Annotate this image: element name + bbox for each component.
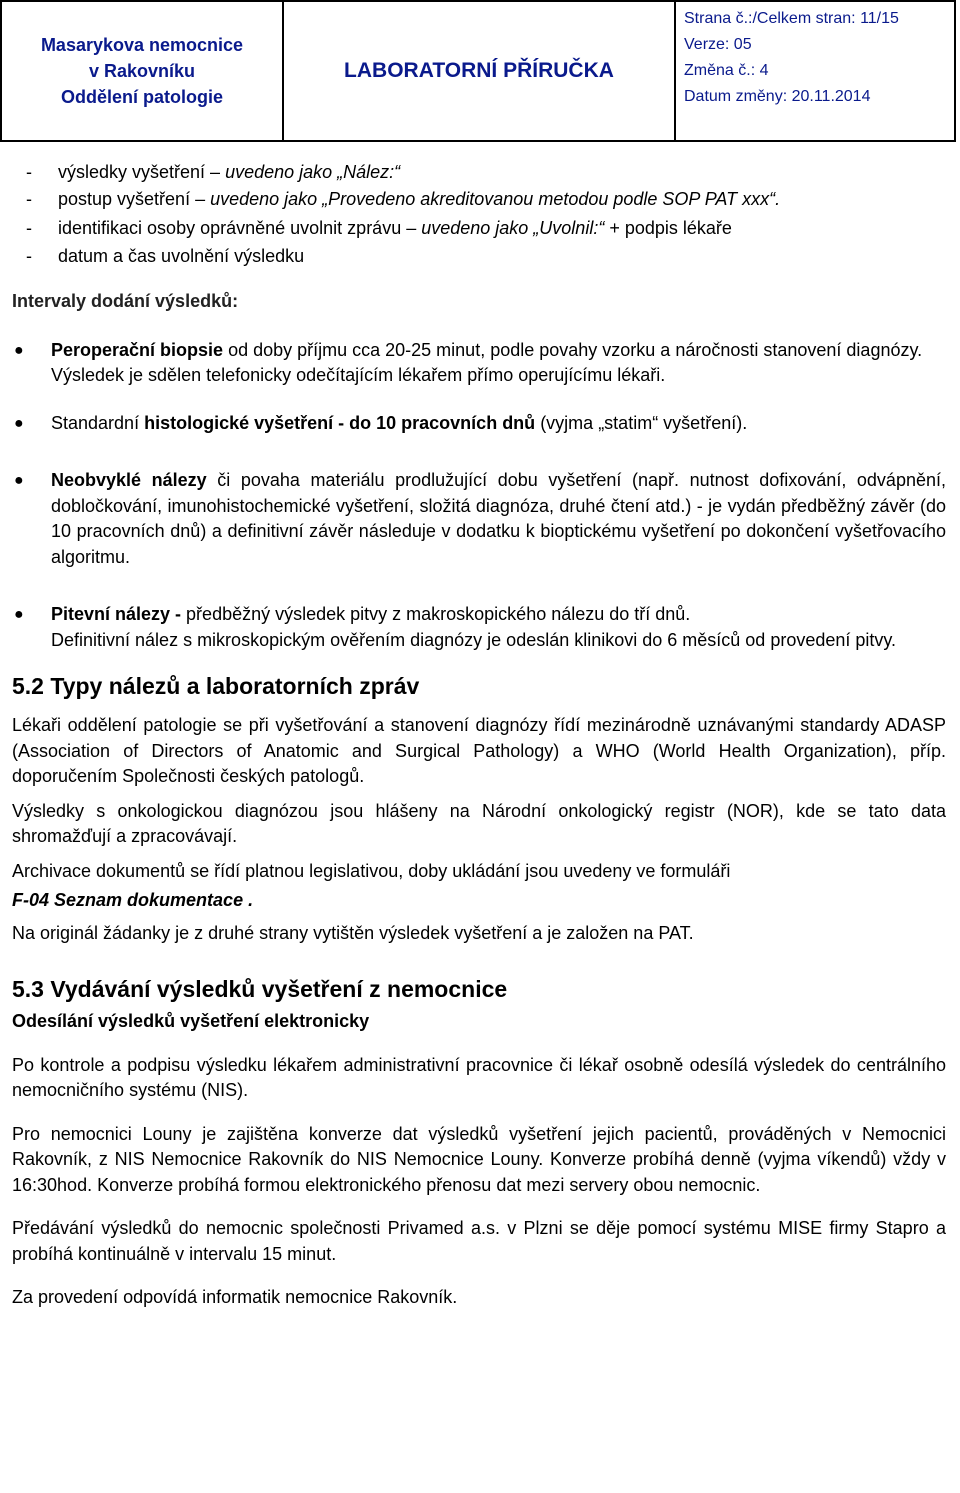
bullet-icon: ● [14,472,24,489]
list-item: - datum a čas uvolnění výsledku [26,245,305,266]
paragraph: Na originál žádanky je z druhé strany vytištěn výsledek vyšetření a je založen na PAT. [12,922,694,943]
paragraph: Po kontrole a podpisu výsledku lékařem administrativní pracovnice či lékař osobně odesílá výsledek do centrálního nemocničního systému (NIS). [12,1054,946,1100]
page-number: Strana č.:/Celkem stran: 11/15 [684,10,899,27]
list-item: ● Standardní histologické vyšetření - do 10 pracovních dnů (vyjma „statim“ vyšetření). [12,411,946,437]
organization-block [2,2,284,140]
section-heading: 5.2 Typy nálezů a laboratorních zpráv [12,673,420,699]
page-header [0,0,956,142]
bullet-icon: ● [14,606,24,623]
version: Verze: 05 [684,36,752,53]
paragraph: Za provedení odpovídá informatik nemocnice Rakovník. [12,1287,458,1307]
list-item: - postup vyšetření – uvedeno jako „Provedeno akreditovanou metodou podle SOP PAT xxx“. [26,188,781,209]
org-name: Masarykova nemocnice [40,35,244,55]
bullet-icon: ● [14,341,24,359]
intervals-heading: Intervaly dodání výsledků: [12,291,239,311]
list-item: ● Neobvyklé nálezy či povaha materiálu prodlužující dobu vyšetření (např. nutnost dofixování, odvápnění, dobločkování, imunohistochemické vyšetření, složitá diagnóza, druhé čtení atd.) - je vydán předběžný závěr (do 10 pracovních dnů) a definitivní závěr následuje v dodatku k bioptickému vyšetření po dokončení vyšetřovacího algoritmu. [12,468,946,570]
change-number: Změna č.: 4 [684,62,769,79]
org-department: Oddělení patologie [60,87,223,107]
document-title: LABORATORNÍ PŘÍRUČKA [284,2,676,140]
paragraph: Archivace dokumentů se řídí platnou legislativou, doby ukládání jsou uvedeny ve formuláři [12,860,731,881]
bullet-icon: ● [14,414,24,432]
list-item: ● Peroperační biopsie od doby příjmu cca 20-25 minut, podle povahy vzorku a náročnosti stanovení diagnózy. Výsledek je sdělen telefonicky odečítajícím lékařem přímo operujícímu lékaři. [12,338,946,389]
org-city: v Rakovníku [88,61,196,81]
paragraph: Výsledky s onkologickou diagnózou jsou hlášeny na Národní onkologický registr (NOR), kde se tato data shromažďují a zpracovávají. [12,800,946,846]
document-meta [676,2,954,140]
list-item: ● Pitevní nálezy - předběžný výsledek pitvy z makroskopického nálezu do tří dnů. Definitivní nález s mikroskopickým ověřením diagnózy je odeslán klinikovi do 6 měsíců od provedení pitvy. [12,602,946,653]
document-body [12,160,946,1311]
form-reference: F-04 Seznam dokumentace . [12,890,254,910]
list-item: - výsledky vyšetření – uvedeno jako „Nález:“ [26,162,401,182]
list-item: - identifikaci osoby oprávněné uvolnit zprávu – uvedeno jako „Uvolnil:“ + podpis lékaře [26,218,732,238]
section-heading: 5.3 Vydávání výsledků vyšetření z nemocnice [12,976,508,1002]
paragraph: Pro nemocnici Louny je zajištěna konverze dat výsledků vyšetření jejich pacientů, prováděných v Nemocnici Rakovník, z NIS Nemocnice Rakovník do NIS Nemocnice Louny. Konverze probíhá denně (vyjma víkendů) vždy v 16:30hod. Konverze probíhá formou elektronického přenosu dat mezi servery obou nemocnic. [12,1123,946,1195]
change-date: Datum změny: 20.11.2014 [684,88,871,105]
paragraph: Předávání výsledků do nemocnic společnosti Privamed a.s. v Plzni se děje pomocí systému MISE firmy Stapro a probíhá kontinuálně v intervalu 15 minut. [12,1218,946,1264]
paragraph: Lékaři oddělení patologie se při vyšetřování a stanovení diagnózy řídí mezinárodně uznávanými standardy ADASP (Association of Directors of Anatomic and Surgical Pathology) a WHO (World Health Organization), příp. doporučením Společnosti českých patologů. [12,715,946,786]
subsection-heading: Odesílání výsledků vyšetření elektronicky [12,1011,370,1031]
